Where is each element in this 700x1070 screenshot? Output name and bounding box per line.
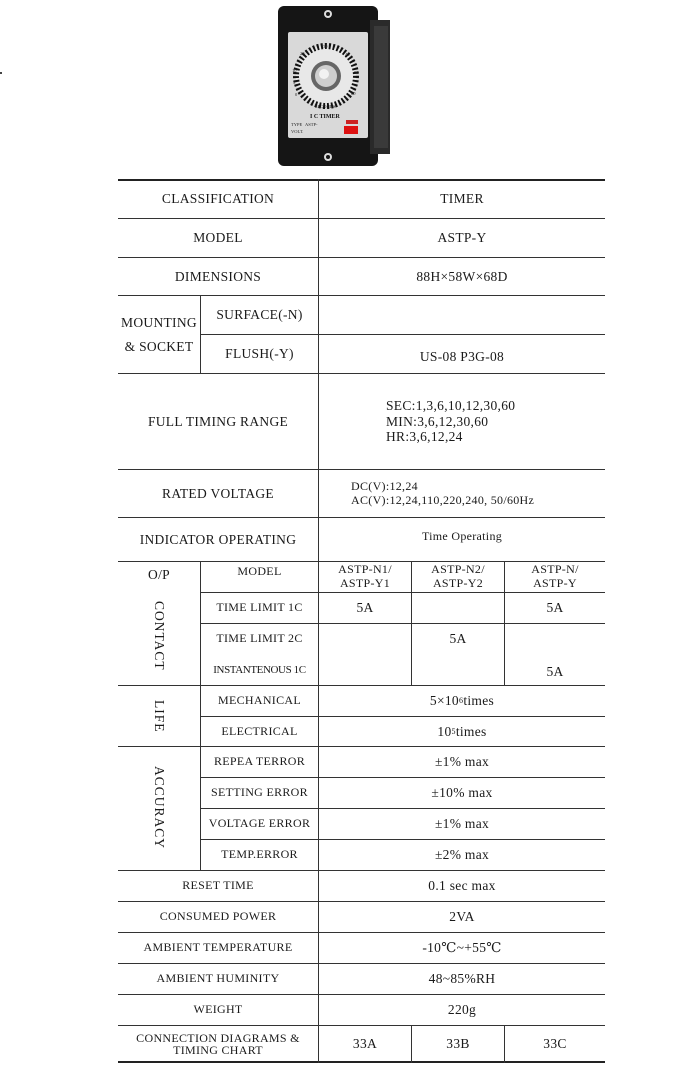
dial-unit: SECONDS bbox=[315, 104, 336, 109]
indicator-value: Time Operating bbox=[421, 529, 503, 544]
accuracy-label: ACCURACY bbox=[151, 766, 167, 850]
flush-label: FLUSH(-Y) bbox=[225, 346, 294, 362]
classification-label: CLASSIFICATION bbox=[161, 191, 275, 207]
elec-base: 10 bbox=[437, 723, 452, 739]
mounting-label-line1: MOUNTING bbox=[121, 314, 197, 330]
temp-error-value: ±2% max bbox=[434, 847, 490, 863]
device-name: I C TIMER bbox=[310, 114, 340, 120]
weight-value: 220g bbox=[447, 1002, 477, 1018]
weight-label: WEIGHT bbox=[193, 1002, 243, 1017]
dial-number: 50 bbox=[354, 70, 359, 75]
temp-error-label: TEMP.ERROR bbox=[221, 847, 298, 862]
timing-sec: SEC:1,3,6,10,12,30,60 bbox=[386, 398, 516, 414]
col1-line1: ASTP-N1/ bbox=[338, 562, 392, 577]
indicator-label: INDICATOR OPERATING bbox=[139, 531, 297, 547]
contact-col3-header bbox=[505, 562, 605, 592]
contact-col1-header bbox=[319, 562, 411, 592]
voltage-dc: DC(V):12,24 bbox=[351, 478, 418, 493]
inst-col2 bbox=[412, 655, 504, 685]
dial-number: 0 bbox=[295, 92, 298, 97]
dial-number: 60 bbox=[351, 91, 356, 96]
repeat-error-label: REPEA TERROR bbox=[213, 754, 306, 769]
dimensions-value: 88H×58W×68D bbox=[416, 268, 508, 284]
mech-unit: times bbox=[463, 693, 495, 709]
op-label: O/P bbox=[148, 567, 170, 583]
inst-col1 bbox=[319, 655, 411, 685]
connection-label-line2: TIMING CHART bbox=[173, 1042, 263, 1057]
elec-exp: 5 bbox=[451, 726, 456, 736]
consumed-power-label: CONSUMED POWER bbox=[159, 909, 277, 924]
tl1-col2 bbox=[412, 593, 504, 623]
timing-label: FULL TIMING RANGE bbox=[147, 413, 289, 429]
voltage-error-value: ±1% max bbox=[434, 816, 490, 832]
setting-error-label: SETTING ERROR bbox=[211, 785, 308, 800]
dimensions-label: DIMENSIONS bbox=[174, 268, 262, 284]
dial-number: 20 bbox=[300, 51, 305, 56]
ambient-temperature-label: AMBIENT TEMPERATURE bbox=[143, 940, 293, 955]
connection-label-line1: CONNECTION DIAGRAMS & bbox=[136, 1030, 300, 1045]
time-limit-1c-label: TIME LIMIT 1C bbox=[216, 600, 303, 615]
connection-label bbox=[118, 1026, 318, 1061]
surface-label: SURFACE(-N) bbox=[216, 307, 303, 323]
mech-base: 5×10 bbox=[429, 693, 459, 709]
volt-label: VOLT. bbox=[291, 129, 304, 134]
time-limit-2c-label: TIME LIMIT 2C bbox=[216, 631, 303, 646]
mounting-label-line2: & SOCKET bbox=[124, 338, 194, 354]
setting-error-value: ±10% max bbox=[431, 785, 493, 801]
timing-values bbox=[386, 374, 605, 469]
surface-value bbox=[319, 296, 605, 334]
timing-hr: HR:3,6,12,24 bbox=[386, 429, 463, 445]
dial-number: 5 bbox=[293, 80, 296, 85]
consumed-power-value: 2VA bbox=[449, 909, 475, 925]
timing-min: MIN:3,6,12,30,60 bbox=[386, 413, 489, 429]
repeat-error-value: ±1% max bbox=[434, 754, 490, 770]
reset-time-value: 0.1 sec max bbox=[428, 878, 496, 894]
contact-col2-header bbox=[412, 562, 504, 592]
life-label: LIFE bbox=[151, 699, 167, 733]
dial-number: 30 bbox=[323, 44, 328, 49]
ambient-temperature-value: -10℃~+55℃ bbox=[422, 940, 502, 956]
mechanical-value bbox=[319, 686, 605, 716]
dial-number: 10 bbox=[292, 68, 297, 73]
type-value: ASTP- bbox=[305, 122, 318, 127]
voltage-ac: AC(V):12,24,110,220,240, 50/60Hz bbox=[351, 492, 535, 507]
flush-value: US-08 P3G-08 bbox=[419, 349, 505, 365]
tl1-col3: 5A bbox=[546, 600, 564, 616]
col2-line1: ASTP-N2/ bbox=[431, 562, 485, 577]
tl1-col1: 5A bbox=[356, 600, 374, 616]
tl2-col2: 5A bbox=[449, 631, 467, 647]
ambient-humidity-value: 48~85%RH bbox=[428, 971, 496, 987]
voltage-values bbox=[351, 470, 605, 517]
tl2-col3 bbox=[505, 624, 605, 654]
elec-unit: times bbox=[455, 723, 487, 739]
ambient-humidity-label: AMBIENT HUMINITY bbox=[156, 971, 280, 986]
col2-line2: ASTP-Y2 bbox=[432, 576, 484, 590]
col1-line2: ASTP-Y1 bbox=[339, 576, 391, 590]
stray-mark bbox=[0, 72, 2, 74]
mechanical-label: MECHANICAL bbox=[218, 693, 301, 708]
type-label: TYPE bbox=[291, 122, 303, 127]
connection-33c: 33C bbox=[543, 1035, 567, 1051]
instantenous-1c-label: INSTANTENOUS 1C bbox=[213, 663, 306, 676]
reset-time-label: RESET TIME bbox=[182, 878, 254, 893]
model-label: MODEL bbox=[193, 230, 243, 246]
model-value: ASTP-Y bbox=[437, 230, 487, 246]
tl2-col1 bbox=[319, 624, 411, 654]
mounting-label bbox=[118, 296, 200, 373]
contact-label: CONTACT bbox=[151, 601, 167, 671]
dial-number: 40 bbox=[345, 52, 350, 57]
connection-33b: 33B bbox=[446, 1035, 470, 1051]
voltage-label: RATED VOLTAGE bbox=[162, 485, 274, 501]
inst-col3: 5A bbox=[546, 664, 564, 680]
voltage-error-label: VOLTAGE ERROR bbox=[208, 816, 311, 831]
contact-model-label: MODEL bbox=[237, 564, 282, 579]
col3-line2: ASTP-Y bbox=[533, 576, 577, 590]
col3-line1: ASTP-N/ bbox=[531, 562, 579, 577]
specification-table bbox=[118, 179, 605, 1063]
electrical-value bbox=[319, 717, 605, 746]
electrical-label: ELECTRICAL bbox=[221, 723, 298, 738]
classification-value: TIMER bbox=[440, 191, 484, 207]
connection-33a: 33A bbox=[352, 1035, 378, 1051]
timer-product-image bbox=[278, 6, 390, 166]
mech-exp: 6 bbox=[459, 696, 464, 706]
